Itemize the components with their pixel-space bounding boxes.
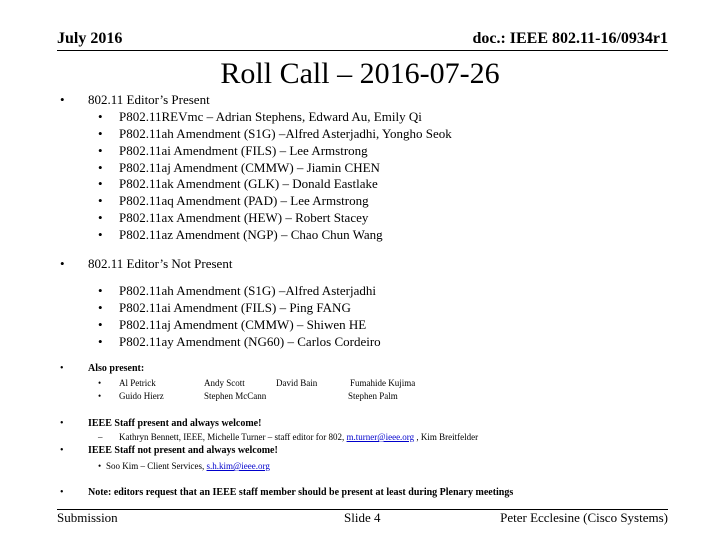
bullet: • <box>98 334 103 349</box>
attendee-name: Guido Hierz <box>119 391 164 401</box>
bullet: • <box>98 283 103 298</box>
not-present-item: P802.11ah Amendment (S1G) –Alfred Asterjadhi <box>119 283 376 298</box>
bullet: • <box>98 143 103 158</box>
attendee-name: Al Petrick <box>119 378 156 388</box>
attendee-name: Fumahide Kujima <box>350 378 416 388</box>
not-present-heading: 802.11 Editor’s Not Present <box>88 256 233 271</box>
present-item: P802.11ah Amendment (S1G) –Alfred Asterjadhi, Yongho Seok <box>119 126 452 141</box>
attendee-name: Andy Scott <box>204 378 245 388</box>
present-heading: 802.11 Editor’s Present <box>88 92 210 107</box>
staff-present-email-link[interactable]: m.turner@ieee.org <box>346 432 415 442</box>
present-item: P802.11aj Amendment (CMMW) – Jiamin CHEN <box>119 160 380 175</box>
bullet: • <box>60 92 65 107</box>
header-date: July 2016 <box>57 30 123 47</box>
staff-present-text: Kathryn Bennett, IEEE, Michelle Turner – staff editor for 802, <box>119 432 347 442</box>
present-item: P802.11REVmc – Adrian Stephens, Edward Au, Emily Qi <box>119 109 422 124</box>
staff-not-present-email-link[interactable]: s.h.kim@ieee.org <box>206 461 270 471</box>
attendee-name: Stephen Palm <box>348 391 398 401</box>
bullet: • <box>98 176 103 191</box>
present-item: P802.11ak Amendment (GLK) – Donald Eastlake <box>119 176 378 191</box>
editors-note: Note: editors request that an IEEE staff member should be present at least during Plenary meetings <box>88 487 514 498</box>
header-rule <box>57 50 668 51</box>
bullet: • <box>98 160 103 175</box>
bullet: • <box>60 418 64 429</box>
not-present-item: P802.11ai Amendment (FILS) – Ping FANG <box>119 300 351 315</box>
present-item: P802.11ai Amendment (FILS) – Lee Armstrong <box>119 143 368 158</box>
present-item: P802.11az Amendment (NGP) – Chao Chun Wang <box>119 227 383 242</box>
footer-author: Peter Ecclesine (Cisco Systems) <box>500 510 668 525</box>
bullet: • <box>98 193 103 208</box>
not-present-item: P802.11ay Amendment (NG60) – Carlos Cordeiro <box>119 334 381 349</box>
also-present-heading: Also present: <box>88 363 145 374</box>
bullet: • <box>98 317 103 332</box>
present-item: P802.11ax Amendment (HEW) – Robert Stacey <box>119 210 369 225</box>
bullet: • <box>98 227 103 242</box>
bullet: • <box>98 391 102 401</box>
bullet: • <box>60 445 64 456</box>
bullet: • <box>98 378 102 388</box>
attendee-name: Stephen McCann <box>204 391 267 401</box>
staff-not-present-heading: IEEE Staff not present and always welcome! <box>88 445 278 456</box>
bullet: • <box>98 461 102 471</box>
footer-submission: Submission <box>57 510 118 525</box>
bullet: • <box>60 256 65 271</box>
bullet: • <box>60 363 64 374</box>
present-item: P802.11aq Amendment (PAD) – Lee Armstrong <box>119 193 369 208</box>
slide-title: Roll Call – 2016-07-26 <box>220 57 500 90</box>
dash: – <box>98 432 103 442</box>
bullet: • <box>98 210 103 225</box>
bullet: • <box>60 487 64 498</box>
slide-number: Slide 4 <box>344 510 381 525</box>
bullet: • <box>98 109 103 124</box>
staff-present-heading: IEEE Staff present and always welcome! <box>88 418 262 429</box>
not-present-item: P802.11aj Amendment (CMMW) – Shiwen HE <box>119 317 367 332</box>
attendee-name: David Bain <box>276 378 318 388</box>
staff-present-tail: , Kim Breitfelder <box>414 432 479 442</box>
bullet: • <box>98 300 103 315</box>
staff-present-line <box>119 432 478 442</box>
header-doc-id: doc.: IEEE 802.11-16/0934r1 <box>472 30 668 47</box>
bullet: • <box>98 126 103 141</box>
staff-not-present-text: Soo Kim – Client Services, <box>106 461 207 471</box>
staff-not-present-line <box>106 461 270 471</box>
